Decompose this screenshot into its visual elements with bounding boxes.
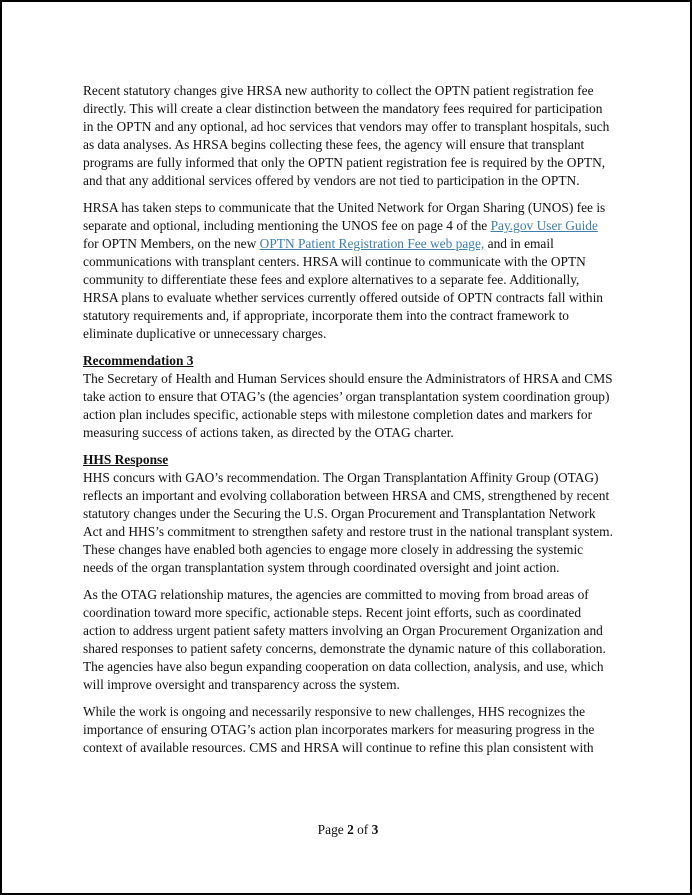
hhs-response-text: HHS concurs with GAO’s recommendation. The Organ Transplantation Affinity Group (OTAG) reflects an important and evolving collaboration between HRSA and CMS, strengthened by recent statutory changes under the Securing the U.S. Organ Procurement and Transplantation Network Act and HHS’s commitment to strengthen safety and restore trust in the national transplant system. These changes have enabled both agencies to engage more closely in addressing the systemic needs of the organ transplantation system through coordinated oversight and joint action.	[83, 470, 613, 575]
current-page-number: 2	[347, 822, 354, 837]
total-pages-number: 3	[371, 822, 379, 837]
page-body	[83, 82, 613, 766]
paragraph-text: HRSA has taken steps to communicate that the United Network for Organ Sharing (UNOS) fee is separate and optional, including mentioning the UNOS fee on page 4 of the	[83, 200, 606, 233]
page-label: Page	[317, 822, 348, 837]
hhs-response-heading: HHS Response	[83, 452, 169, 467]
paragraph-fee-authority: Recent statutory changes give HRSA new authority to collect the OPTN patient registration fee directly. This will create a clear distinction between the mandatory fees required for participation in the OPTN and any optional, ad hoc services that vendors may offer to transplant hospitals, such as data analyses. As HRSA begins collecting these fees, the agency will ensure that transplant programs are fully informed that only the OPTN patient registration fee is required by the OPTN, and that any additional services offered by vendors are not tied to participation in the OPTN.	[83, 83, 610, 188]
paragraph-otag-relationship: As the OTAG relationship matures, the agencies are committed to moving from broad areas of coordination toward more specific, actionable steps. Recent joint efforts, such as coordinated action to address urgent patient safety matters involving an Organ Procurement Organization and shared responses to patient safety concerns, demonstrate the dynamic nature of this collaboration. The agencies have also begun expanding cooperation on data collection, analysis, and use, which will improve oversight and transparency across the system.	[83, 587, 606, 692]
paragraph-unos-fee	[83, 199, 613, 343]
recommendation-3-heading: Recommendation 3	[83, 353, 194, 368]
paygov-user-guide-link[interactable]: Pay.gov User Guide	[490, 218, 598, 233]
paragraph-text: for OPTN Members, on the new	[83, 236, 260, 251]
of-label: of	[353, 822, 372, 837]
page-number-footer	[2, 822, 692, 838]
optn-fee-webpage-link[interactable]: OPTN Patient Registration Fee web page,	[259, 236, 485, 251]
paragraph-text: and in email communications with transplant centers. HRSA will continue to communicate with the OPTN community to differentiate these fees and explore alternatives to a separate fee. Additionally, HRSA plans to evaluate whether services currently offered outside of OPTN contracts fall within statutory requirements and, if appropriate, incorporate them into the contract framework to eliminate duplicative or unnecessary charges.	[83, 236, 603, 341]
recommendation-3-section	[83, 352, 613, 442]
paragraph-ongoing-work: While the work is ongoing and necessarily responsive to new challenges, HHS recognizes the importance of ensuring OTAG’s action plan incorporates markers for measuring progress in the context of available resources. CMS and HRSA will continue to refine this plan consistent with	[83, 704, 595, 755]
recommendation-3-text: The Secretary of Health and Human Services should ensure the Administrators of HRSA and CMS take action to ensure that OTAG’s (the agencies’ organ transplantation system coordination group) action plan includes specific, actionable steps with milestone completion dates and markers for measuring success of actions taken, as directed by the OTAG charter.	[83, 371, 613, 440]
hhs-response-section	[83, 451, 613, 577]
